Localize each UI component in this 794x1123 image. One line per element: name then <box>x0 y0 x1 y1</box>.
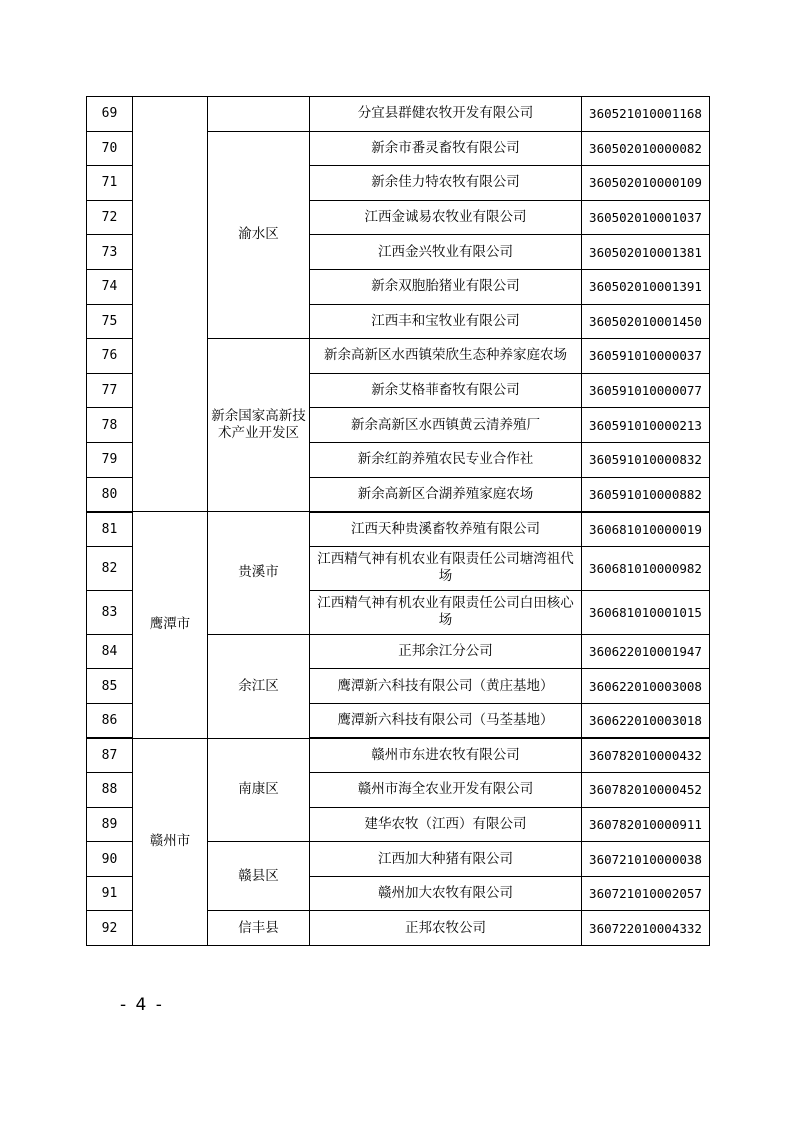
district-cell-guixi: 贵溪市 <box>208 512 310 635</box>
registration-code: 360502010001391 <box>582 269 710 304</box>
registration-code: 360591010000832 <box>582 442 710 477</box>
company-name: 鹰潭新六科技有限公司（黄庄基地） <box>310 669 582 704</box>
registration-code: 360502010001381 <box>582 235 710 270</box>
city-cell-yingtan: 鹰潭市 <box>133 512 208 738</box>
company-name: 赣州市东进农牧有限公司 <box>310 738 582 773</box>
row-number: 78 <box>87 408 133 443</box>
registration-code: 360681010000982 <box>582 546 710 590</box>
row-number: 92 <box>87 911 133 946</box>
page-number: - 4 - <box>120 995 164 1015</box>
company-name: 赣州加大农牧有限公司 <box>310 876 582 911</box>
registration-code: 360502010001037 <box>582 200 710 235</box>
company-name: 分宜县群健农牧开发有限公司 <box>310 97 582 132</box>
company-name: 江西丰和宝牧业有限公司 <box>310 304 582 339</box>
row-number: 89 <box>87 807 133 842</box>
row-number: 84 <box>87 634 133 669</box>
registration-code: 360782010000432 <box>582 738 710 773</box>
registration-code: 360502010001450 <box>582 304 710 339</box>
registration-code: 360502010000082 <box>582 131 710 166</box>
row-number: 87 <box>87 738 133 773</box>
district-cell-ganxian: 赣县区 <box>208 842 310 911</box>
company-name: 江西金诚易农牧业有限公司 <box>310 200 582 235</box>
registration-code: 360591010000037 <box>582 339 710 374</box>
registration-code: 360722010004332 <box>582 911 710 946</box>
district-cell-fenyi <box>208 97 310 132</box>
row-number: 77 <box>87 373 133 408</box>
row-number: 79 <box>87 442 133 477</box>
company-name: 江西精气神有机农业有限责任公司白田核心场 <box>310 590 582 634</box>
district-cell-yushui: 渝水区 <box>208 131 310 339</box>
city-cell-xinyu <box>133 97 208 512</box>
company-name: 鹰潭新六科技有限公司（马荃基地） <box>310 703 582 738</box>
company-name: 江西天种贵溪畜牧养殖有限公司 <box>310 512 582 547</box>
table-row <box>87 512 710 547</box>
table-row <box>87 738 710 773</box>
company-name: 江西精气神有机农业有限责任公司塘湾祖代场 <box>310 546 582 590</box>
row-number: 74 <box>87 269 133 304</box>
row-number: 76 <box>87 339 133 374</box>
registration-code: 360681010001015 <box>582 590 710 634</box>
registration-code: 360521010001168 <box>582 97 710 132</box>
registration-code: 360591010000213 <box>582 408 710 443</box>
company-name: 正邦农牧公司 <box>310 911 582 946</box>
district-cell-nankang: 南康区 <box>208 738 310 842</box>
row-number: 80 <box>87 477 133 512</box>
registration-code: 360502010000109 <box>582 166 710 201</box>
district-cell-gaoxin: 新余国家高新技术产业开发区 <box>208 339 310 512</box>
company-name: 江西加大种猪有限公司 <box>310 842 582 877</box>
company-name: 新余艾格菲畜牧有限公司 <box>310 373 582 408</box>
table-row <box>87 97 710 132</box>
registration-code: 360622010003018 <box>582 703 710 738</box>
row-number: 71 <box>87 166 133 201</box>
company-name: 新余市番灵畜牧有限公司 <box>310 131 582 166</box>
row-number: 72 <box>87 200 133 235</box>
company-name: 新余红韵养殖农民专业合作社 <box>310 442 582 477</box>
row-number: 86 <box>87 703 133 738</box>
district-cell-xinfeng: 信丰县 <box>208 911 310 946</box>
company-name: 新余双胞胎猪业有限公司 <box>310 269 582 304</box>
enterprise-table <box>86 96 710 946</box>
row-number: 81 <box>87 512 133 547</box>
registration-code: 360591010000077 <box>582 373 710 408</box>
row-number: 85 <box>87 669 133 704</box>
row-number: 75 <box>87 304 133 339</box>
registration-code: 360591010000882 <box>582 477 710 512</box>
company-name: 江西金兴牧业有限公司 <box>310 235 582 270</box>
registration-code: 360721010002057 <box>582 876 710 911</box>
registration-code: 360622010003008 <box>582 669 710 704</box>
row-number: 83 <box>87 590 133 634</box>
row-number: 88 <box>87 773 133 808</box>
registration-code: 360721010000038 <box>582 842 710 877</box>
company-name: 赣州市海全农业开发有限公司 <box>310 773 582 808</box>
company-name: 建华农牧（江西）有限公司 <box>310 807 582 842</box>
registration-code: 360782010000452 <box>582 773 710 808</box>
district-cell-yujiang: 余江区 <box>208 634 310 738</box>
company-name: 正邦余江分公司 <box>310 634 582 669</box>
row-number: 90 <box>87 842 133 877</box>
company-name: 新余高新区合湖养殖家庭农场 <box>310 477 582 512</box>
company-name: 新余高新区水西镇荣欣生态种养家庭农场 <box>310 339 582 374</box>
company-name: 新余高新区水西镇黄云清养殖厂 <box>310 408 582 443</box>
registration-code: 360681010000019 <box>582 512 710 547</box>
row-number: 70 <box>87 131 133 166</box>
row-number: 73 <box>87 235 133 270</box>
row-number: 91 <box>87 876 133 911</box>
registration-code: 360782010000911 <box>582 807 710 842</box>
row-number: 69 <box>87 97 133 132</box>
company-name: 新余佳力特农牧有限公司 <box>310 166 582 201</box>
registration-code: 360622010001947 <box>582 634 710 669</box>
row-number: 82 <box>87 546 133 590</box>
city-cell-ganzhou: 赣州市 <box>133 738 208 946</box>
